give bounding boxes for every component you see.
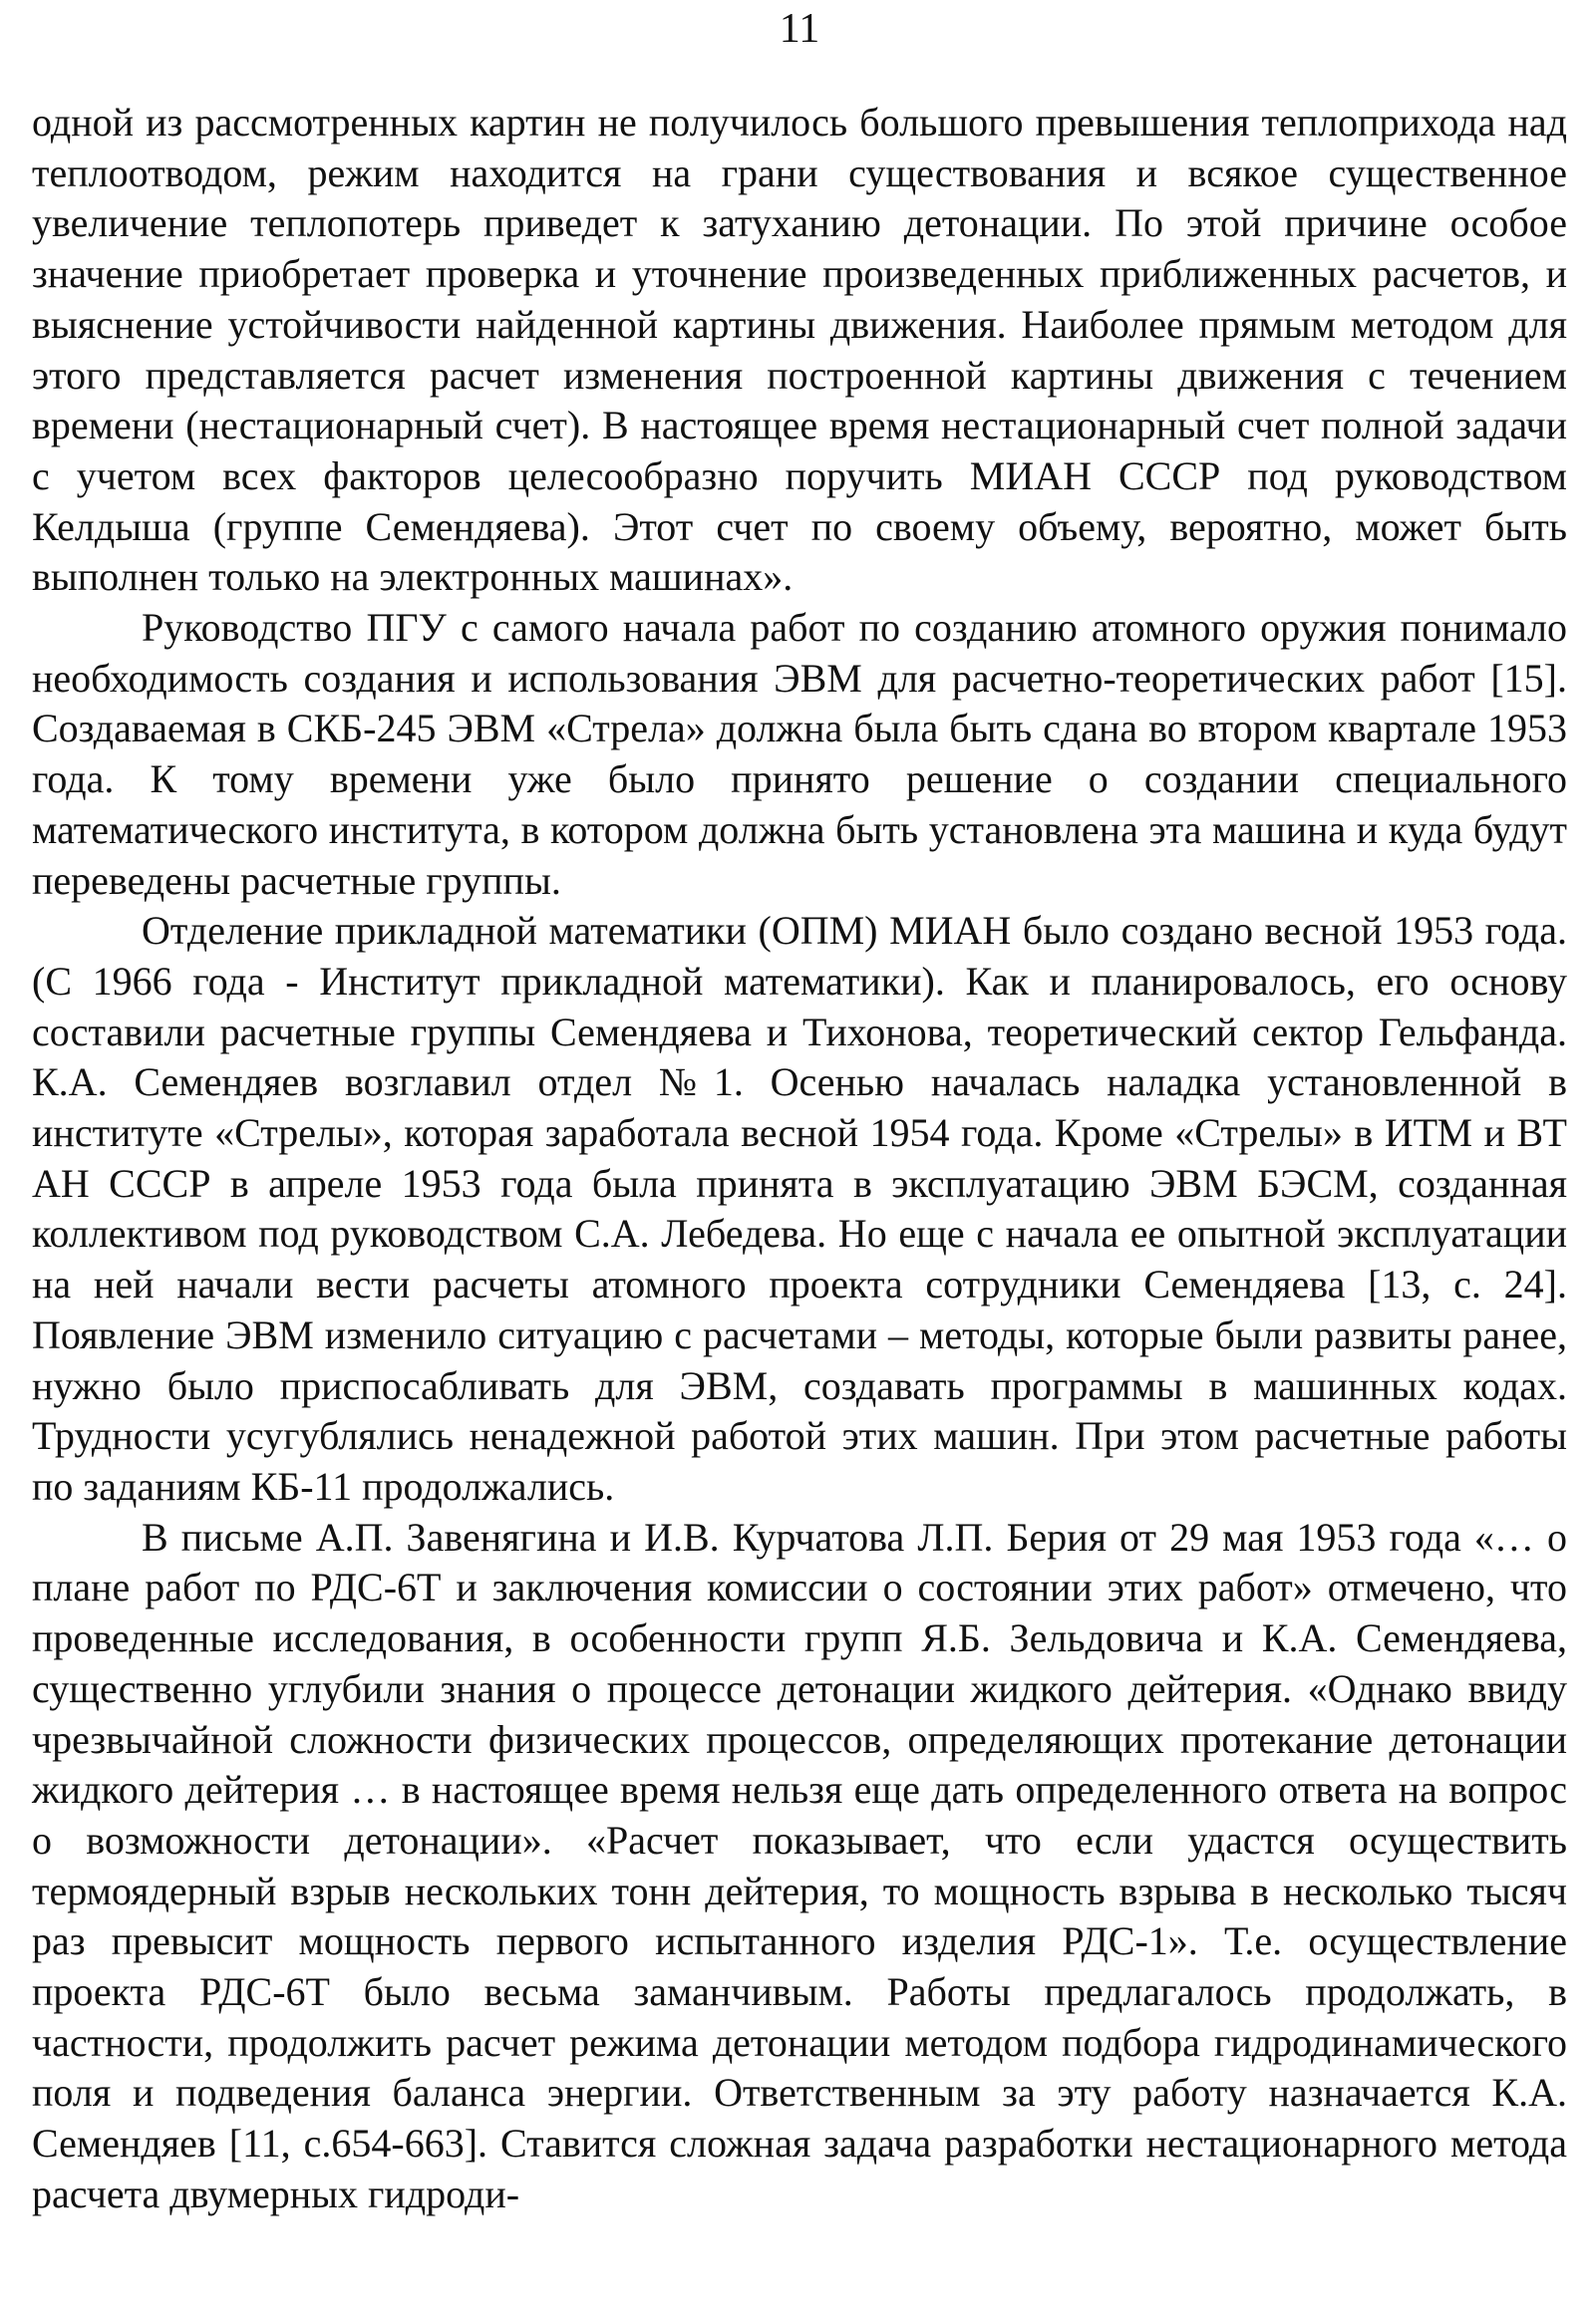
paragraph: одной из рассмотренных картин не получилось большого превышения теплоприхода над теплоотводом, режим находится на грани существования и всякое существенное увеличение теплопотерь приведет к затуханию детонации. По этой причине особое значение приобретает проверка и уточнение произведенных приближенных расчетов, и выяснение устойчивости найденной картины движения. Наиболее прямым методом для этого представляется расчет изменения построенной картины движения с течением времени (нестационарный счет). В настоящее время нестационарный счет полной задачи с учетом всех факторов целесообразно поручить МИАН СССР под руководством Келдыша (группе Семендяева). Этот счет по своему объему, вероятно, может быть выполнен только на электронных машинах». bbox=[32, 100, 1567, 600]
body-text bbox=[32, 98, 1567, 2220]
page-number: 11 bbox=[779, 6, 820, 52]
paragraph: Отделение прикладной математики (ОПМ) МИАН было создано весной 1953 года. (С 1966 года - Институт прикладной математики). Как и планировалось, его основу составили расчетные группы Семендяева и Тихонова, теоретический сектор Гельфанда. К.А. Семендяев возглавил отдел №1. Осенью началась наладка установленной в институте «Стрелы», которая заработала весной 1954 года. Кроме «Стрелы» в ИТМ и ВТ АН СССР в апреле 1953 года была принята в эксплуатацию ЭВМ БЭСМ, созданная коллективом под руководством С.А. Лебедева. Но еще с начала ее опытной эксплуатации на ней начали вести расчеты атомного проекта сотрудники Семендяева [13, с. 24]. Появление ЭВМ изменило ситуацию с расчетами – методы, которые были развиты ранее, нужно было приспосабливать для ЭВМ, создавать программы в машинных кодах. Трудности усугублялись ненадежной работой этих машин. При этом расчетные работы по заданиям КБ-11 продолжались. bbox=[32, 908, 1567, 1509]
paragraph: В письме А.П. Завенягина и И.В. Курчатова Л.П. Берия от 29 мая 1953 года «… о плане работ по РДС-6Т и заключения комиссии о состоянии этих работ» отмечено, что проведенные исследования, в особенности групп Я.Б. Зельдовича и К.А. Семендяева, существенно углубили знания о процессе детонации жидкого дейтерия. «Однако ввиду чрезвычайной сложности физических процессов, определяющих протекание детонации жидкого дейтерия … в настоящее время нельзя еще дать определенного ответа на вопрос о возможности детонации». «Расчет показывает, что если удастся осуществить термоядерный взрыв нескольких тонн дейтерия, то мощность взрыва в несколько тысяч раз превысит мощность первого испытанного изделия РДС-1». Т.е. осуществление проекта РДС-6Т было весьма заманчивым. Работы предлагалось продолжать, в частности, продолжить расчет режима детонации методом подбора гидродинамического поля и подведения баланса энергии. Ответственным за эту работу назначается К.А. Семендяев [11, с.654-663]. Ставится сложная задача разработки нестационарного метода расчета двумерных гидроди- bbox=[32, 1514, 1567, 2216]
paragraph: Руководство ПГУ с самого начала работ по созданию атомного оружия понимало необходимость создания и использования ЭВМ для расчетно-теоретических работ [15]. Создаваемая в СКБ-245 ЭВМ «Стрела» должна была быть сдана во втором квартале 1953 года. К тому времени уже было принято решение о создании специального математического института, в котором должна быть установлена эта машина и куда будут переведены расчетные группы. bbox=[32, 605, 1567, 903]
